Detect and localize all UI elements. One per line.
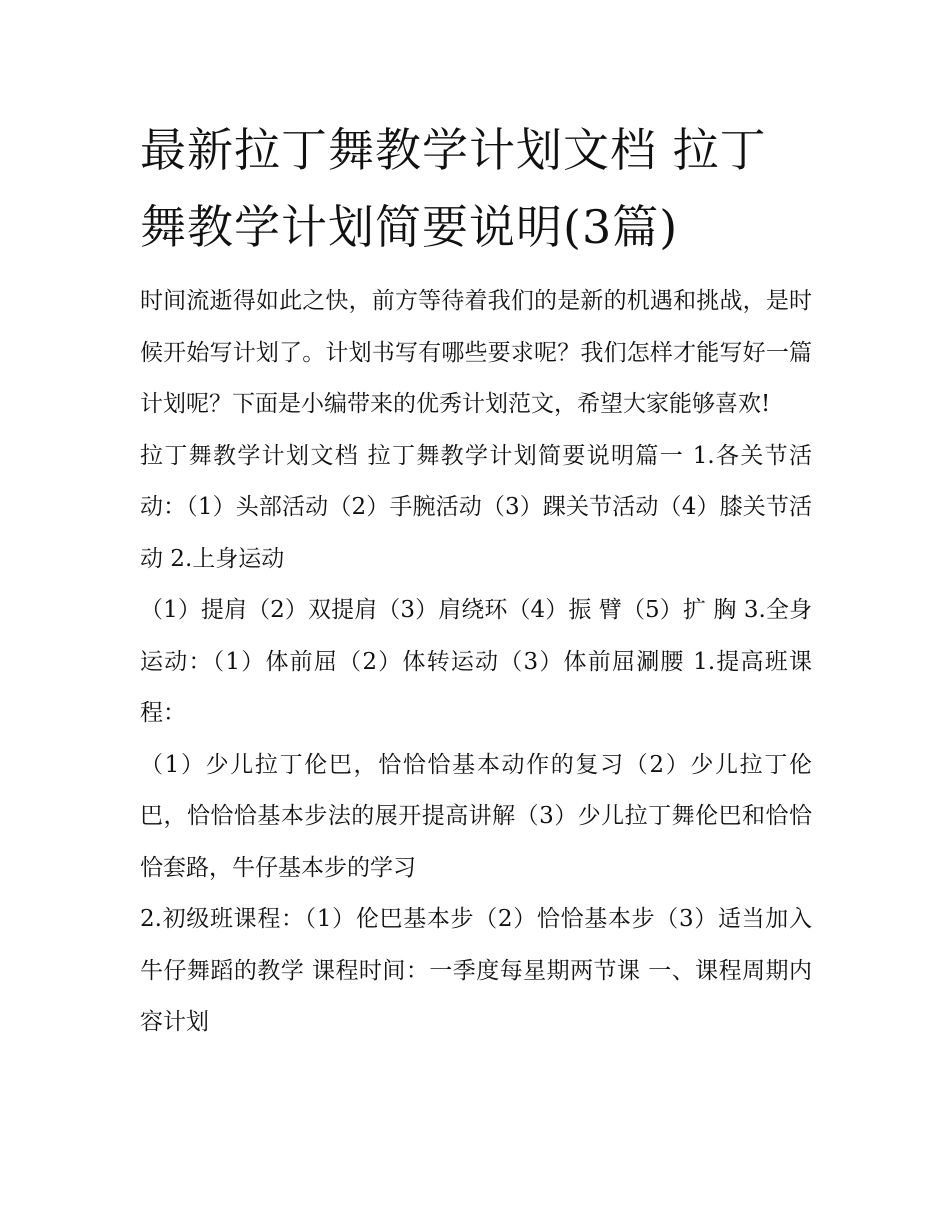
- upper-body-paragraph: （1）提肩（2）双提肩（3）肩绕环（4）振 臂（5）扩 胸 3.全身运动：（1）体前屈（2）体转运动（3）体前屈涮腰 1.提高班课程：: [140, 597, 812, 726]
- document-page: [140, 112, 812, 1049]
- document-title: 最新拉丁舞教学计划文档 拉丁舞教学计划简要说明(3篇): [140, 123, 767, 254]
- intro-paragraph: 时间流逝得如此之快，前方等待着我们的是新的机遇和挑战，是时候开始写计划了。计划书写有哪些要求呢？我们怎样才能写好一篇计划呢？下面是小编带来的优秀计划范文，希望大家能够喜欢!: [140, 288, 812, 417]
- section-one-paragraph: 拉丁舞教学计划文档 拉丁舞教学计划简要说明篇一 1.各关节活动：（1）头部活动（2）手腕活动（3）踝关节活动（4）膝关节活动 2.上身运动: [140, 442, 812, 572]
- advanced-class-paragraph: （1）少儿拉丁伦巴，恰恰恰基本动作的复习（2）少儿拉丁伦巴，恰恰恰基本步法的展开提高讲解（3）少儿拉丁舞伦巴和恰恰恰套路，牛仔基本步的学习: [140, 751, 812, 881]
- beginner-class-paragraph: 2.初级班课程：（1）伦巴基本步（2）恰恰基本步（3）适当加入牛仔舞蹈的教学 课程时间：一季度每星期两节课 一、课程周期内容计划: [140, 906, 812, 1035]
